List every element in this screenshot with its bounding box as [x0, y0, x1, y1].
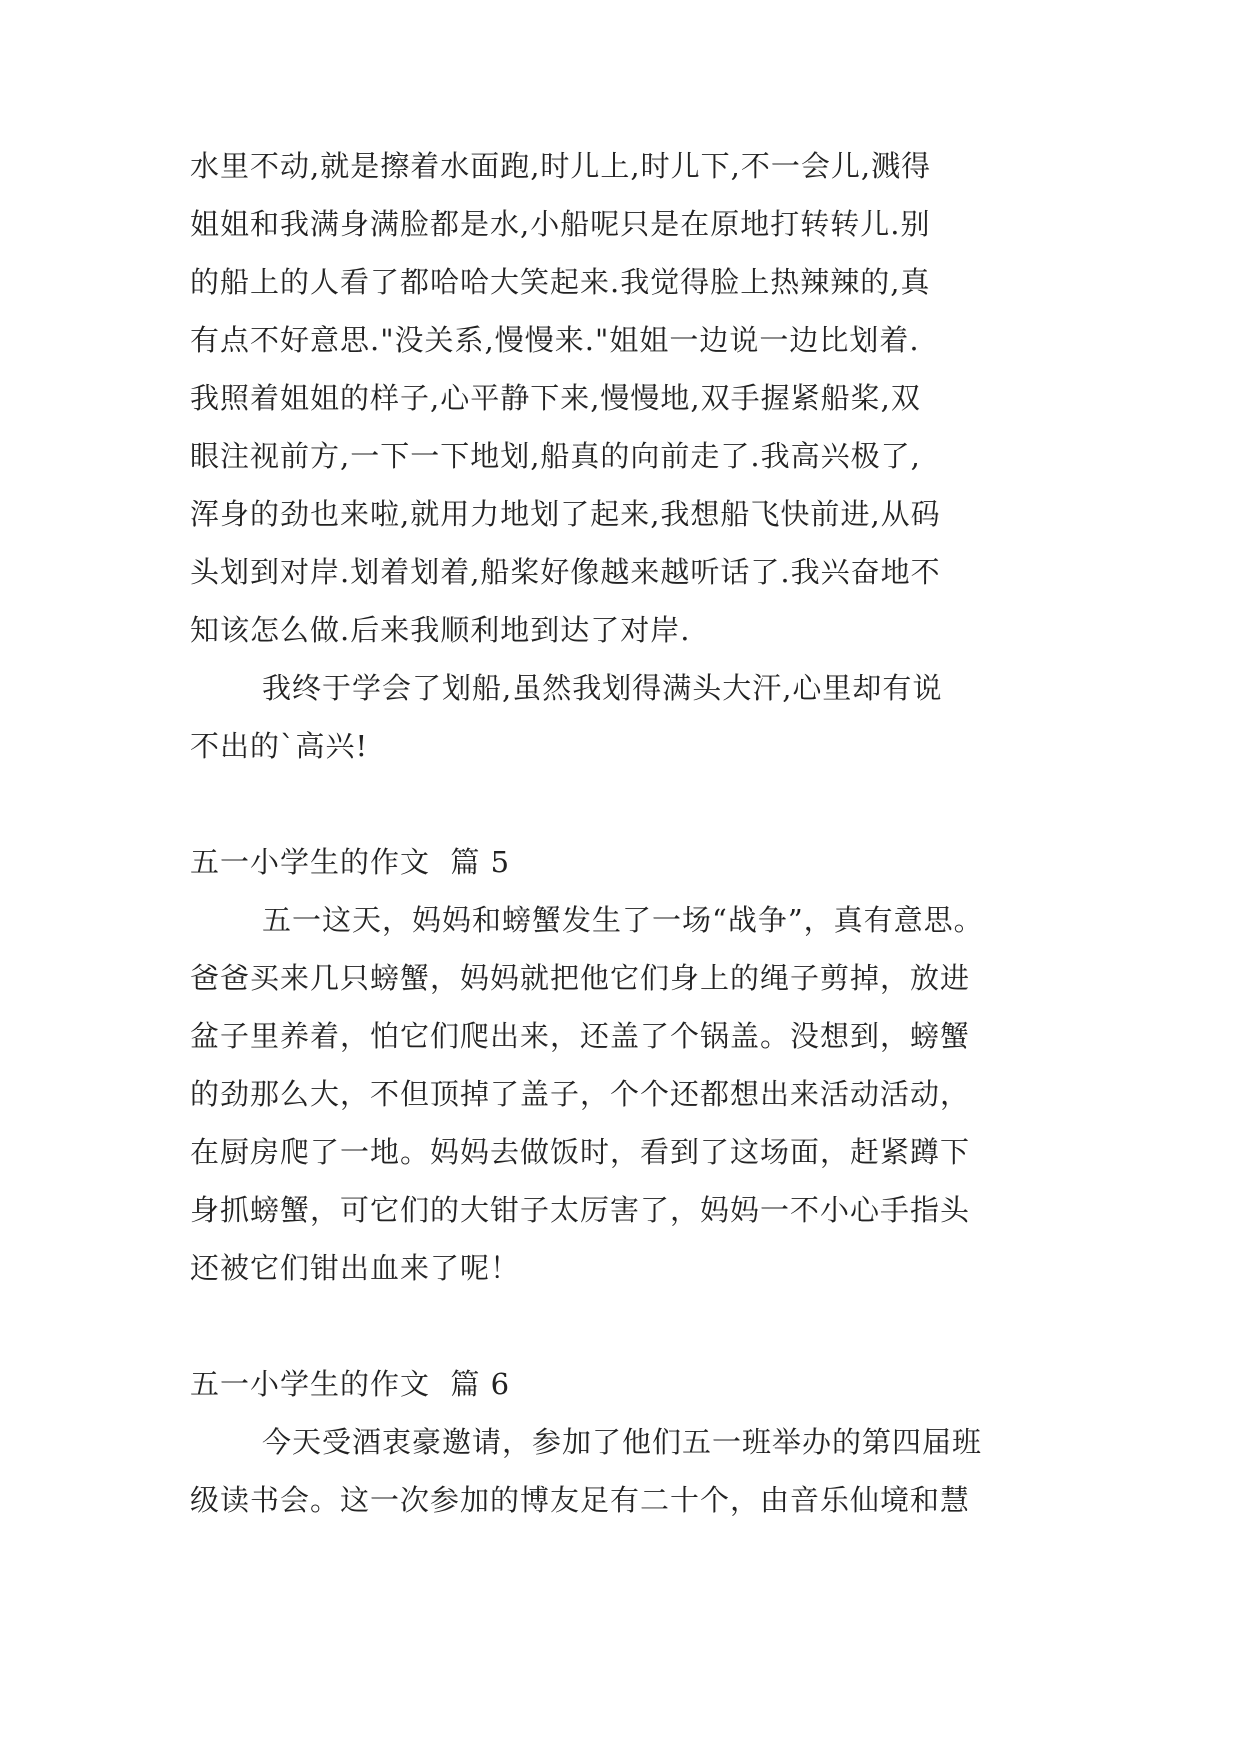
section-heading: 五一小学生的作文 篇 6	[190, 1367, 511, 1401]
paragraph-line: 水里不动,就是擦着水面跑,时儿上,时儿下,不一会儿,溅得	[190, 149, 932, 183]
paragraph-line: 爸爸买来几只螃蟹，妈妈就把他它们身上的绳子剪掉，放进	[190, 961, 971, 995]
paragraph-line: 在厨房爬了一地。妈妈去做饭时，看到了这场面，赶紧蹲下	[190, 1135, 971, 1169]
paragraph-line: 盆子里养着，怕它们爬出来，还盖了个锅盖。没想到，螃蟹	[190, 1019, 971, 1053]
paragraph-line: 的船上的人看了都哈哈大笑起来.我觉得脸上热辣辣的,真	[190, 265, 931, 299]
paragraph-line: 五一这天，妈妈和螃蟹发生了一场“战争”，真有意思。	[262, 903, 984, 937]
section-heading: 五一小学生的作文 篇 5	[190, 845, 511, 879]
paragraph-line: 今天受酒衷豪邀请，参加了他们五一班举办的第四届班	[262, 1425, 983, 1459]
paragraph-line: 头划到对岸.划着划着,船桨好像越来越听话了.我兴奋地不	[190, 555, 941, 589]
paragraph-line: 眼注视前方,一下一下地划,船真的向前走了.我高兴极了,	[190, 439, 921, 473]
paragraph-line: 知该怎么做.后来我顺利地到达了对岸.	[190, 613, 691, 647]
paragraph-line: 身抓螃蟹，可它们的大钳子太厉害了，妈妈一不小心手指头	[190, 1193, 971, 1227]
paragraph-line: 我终于学会了划船,虽然我划得满头大汗,心里却有说	[262, 671, 943, 705]
paragraph-line: 浑身的劲也来啦,就用力地划了起来,我想船飞快前进,从码	[190, 497, 941, 531]
paragraph-line: 有点不好意思."没关系,慢慢来."姐姐一边说一边比划着.	[190, 323, 920, 357]
paragraph-line: 还被它们钳出血来了呢！	[190, 1251, 521, 1285]
paragraph-line: 姐姐和我满身满脸都是水,小船呢只是在原地打转转儿.别	[190, 207, 931, 241]
paragraph-line: 的劲那么大，不但顶掉了盖子，个个还都想出来活动活动，	[190, 1077, 971, 1111]
paragraph-line: 级读书会。这一次参加的博友足有二十个，由音乐仙境和慧	[190, 1483, 971, 1517]
paragraph-line: 我照着姐姐的样子,心平静下来,慢慢地,双手握紧船桨,双	[190, 381, 921, 415]
paragraph-line: 不出的`高兴!	[190, 729, 369, 763]
